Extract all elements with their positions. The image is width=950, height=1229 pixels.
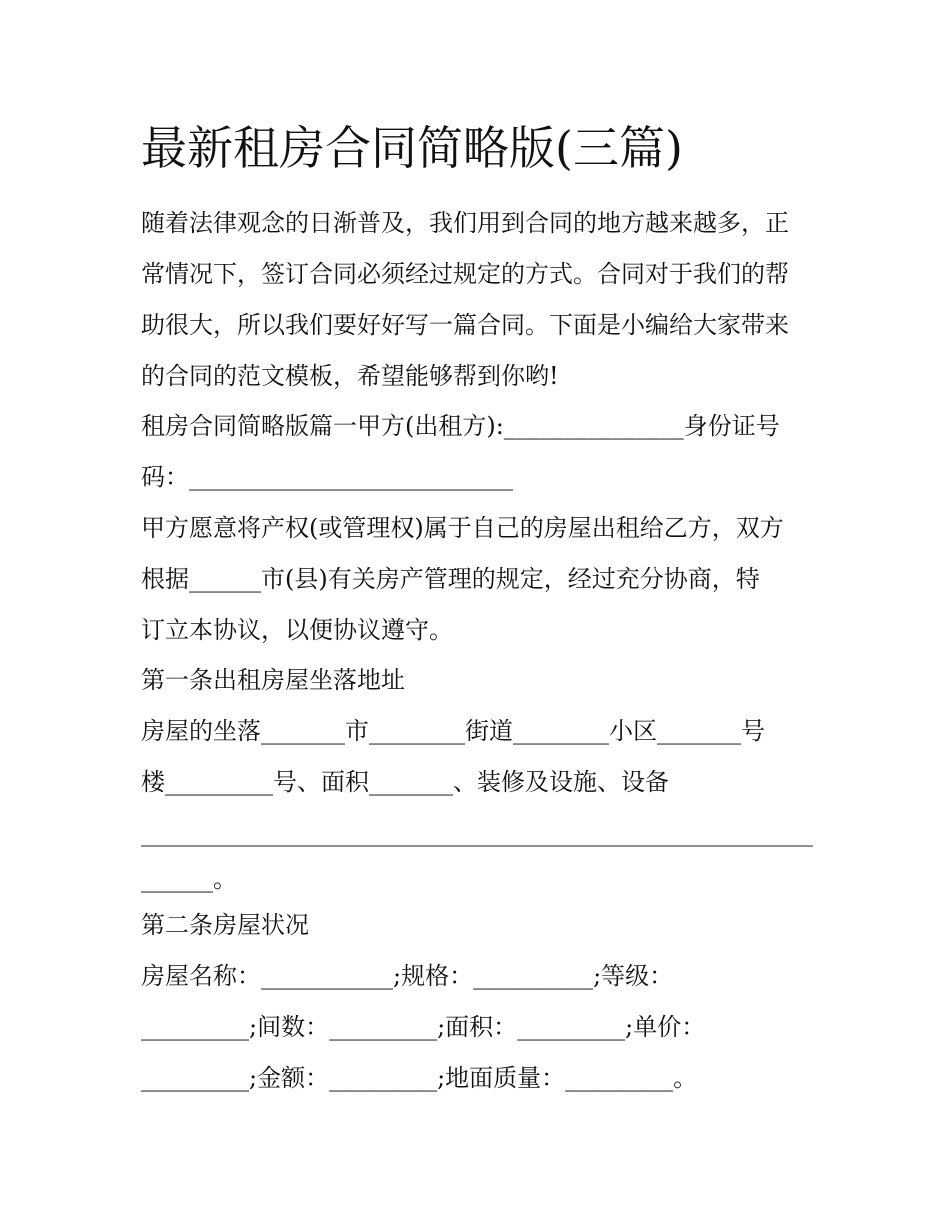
blank-line-end: ______。 (141, 865, 237, 893)
id-number-line: 码：___________________________ (141, 463, 513, 491)
document-title: 最新租房合同简略版(三篇) (141, 121, 683, 175)
party-a-line: 租房合同简略版篇一甲方(出租方):_______________身份证号 (141, 412, 780, 440)
agreement-line-2: 根据______市(县)有关房产管理的规定，经过充分协商，特 (141, 565, 760, 593)
intro-line-1: 随着法律观念的日渐普及，我们用到合同的地方越来越多，正 (141, 209, 789, 237)
article-1-heading: 第一条出租房屋坐落地址 (141, 666, 405, 694)
house-status-line-1: 房屋名称：___________;规格：__________;等级： (141, 962, 674, 990)
intro-line-4: 的合同的范文模板，希望能够帮到你哟! (141, 362, 559, 390)
agreement-line-1: 甲方愿意将产权(或管理权)属于自己的房屋出租给乙方，双方 (141, 514, 784, 542)
house-status-line-3: _________;金额：_________;地面质量：_________。 (141, 1064, 698, 1092)
agreement-line-3: 订立本协议，以便协议遵守。 (141, 616, 453, 644)
address-line-2: 楼_________号、面积_______、装修及设施、设备 (141, 768, 669, 796)
blank-line: ________________________________________________________ (141, 819, 813, 847)
address-line-1: 房屋的坐落_______市________街道________小区_______号 (141, 717, 765, 745)
intro-line-3: 助很大，所以我们要好好写一篇合同。下面是小编给大家带来 (141, 311, 789, 339)
article-2-heading: 第二条房屋状况 (141, 911, 309, 939)
house-status-line-2: _________;间数：_________;面积：_________;单价： (141, 1013, 706, 1041)
intro-line-2: 常情况下，签订合同必须经过规定的方式。合同对于我们的帮 (141, 260, 789, 288)
